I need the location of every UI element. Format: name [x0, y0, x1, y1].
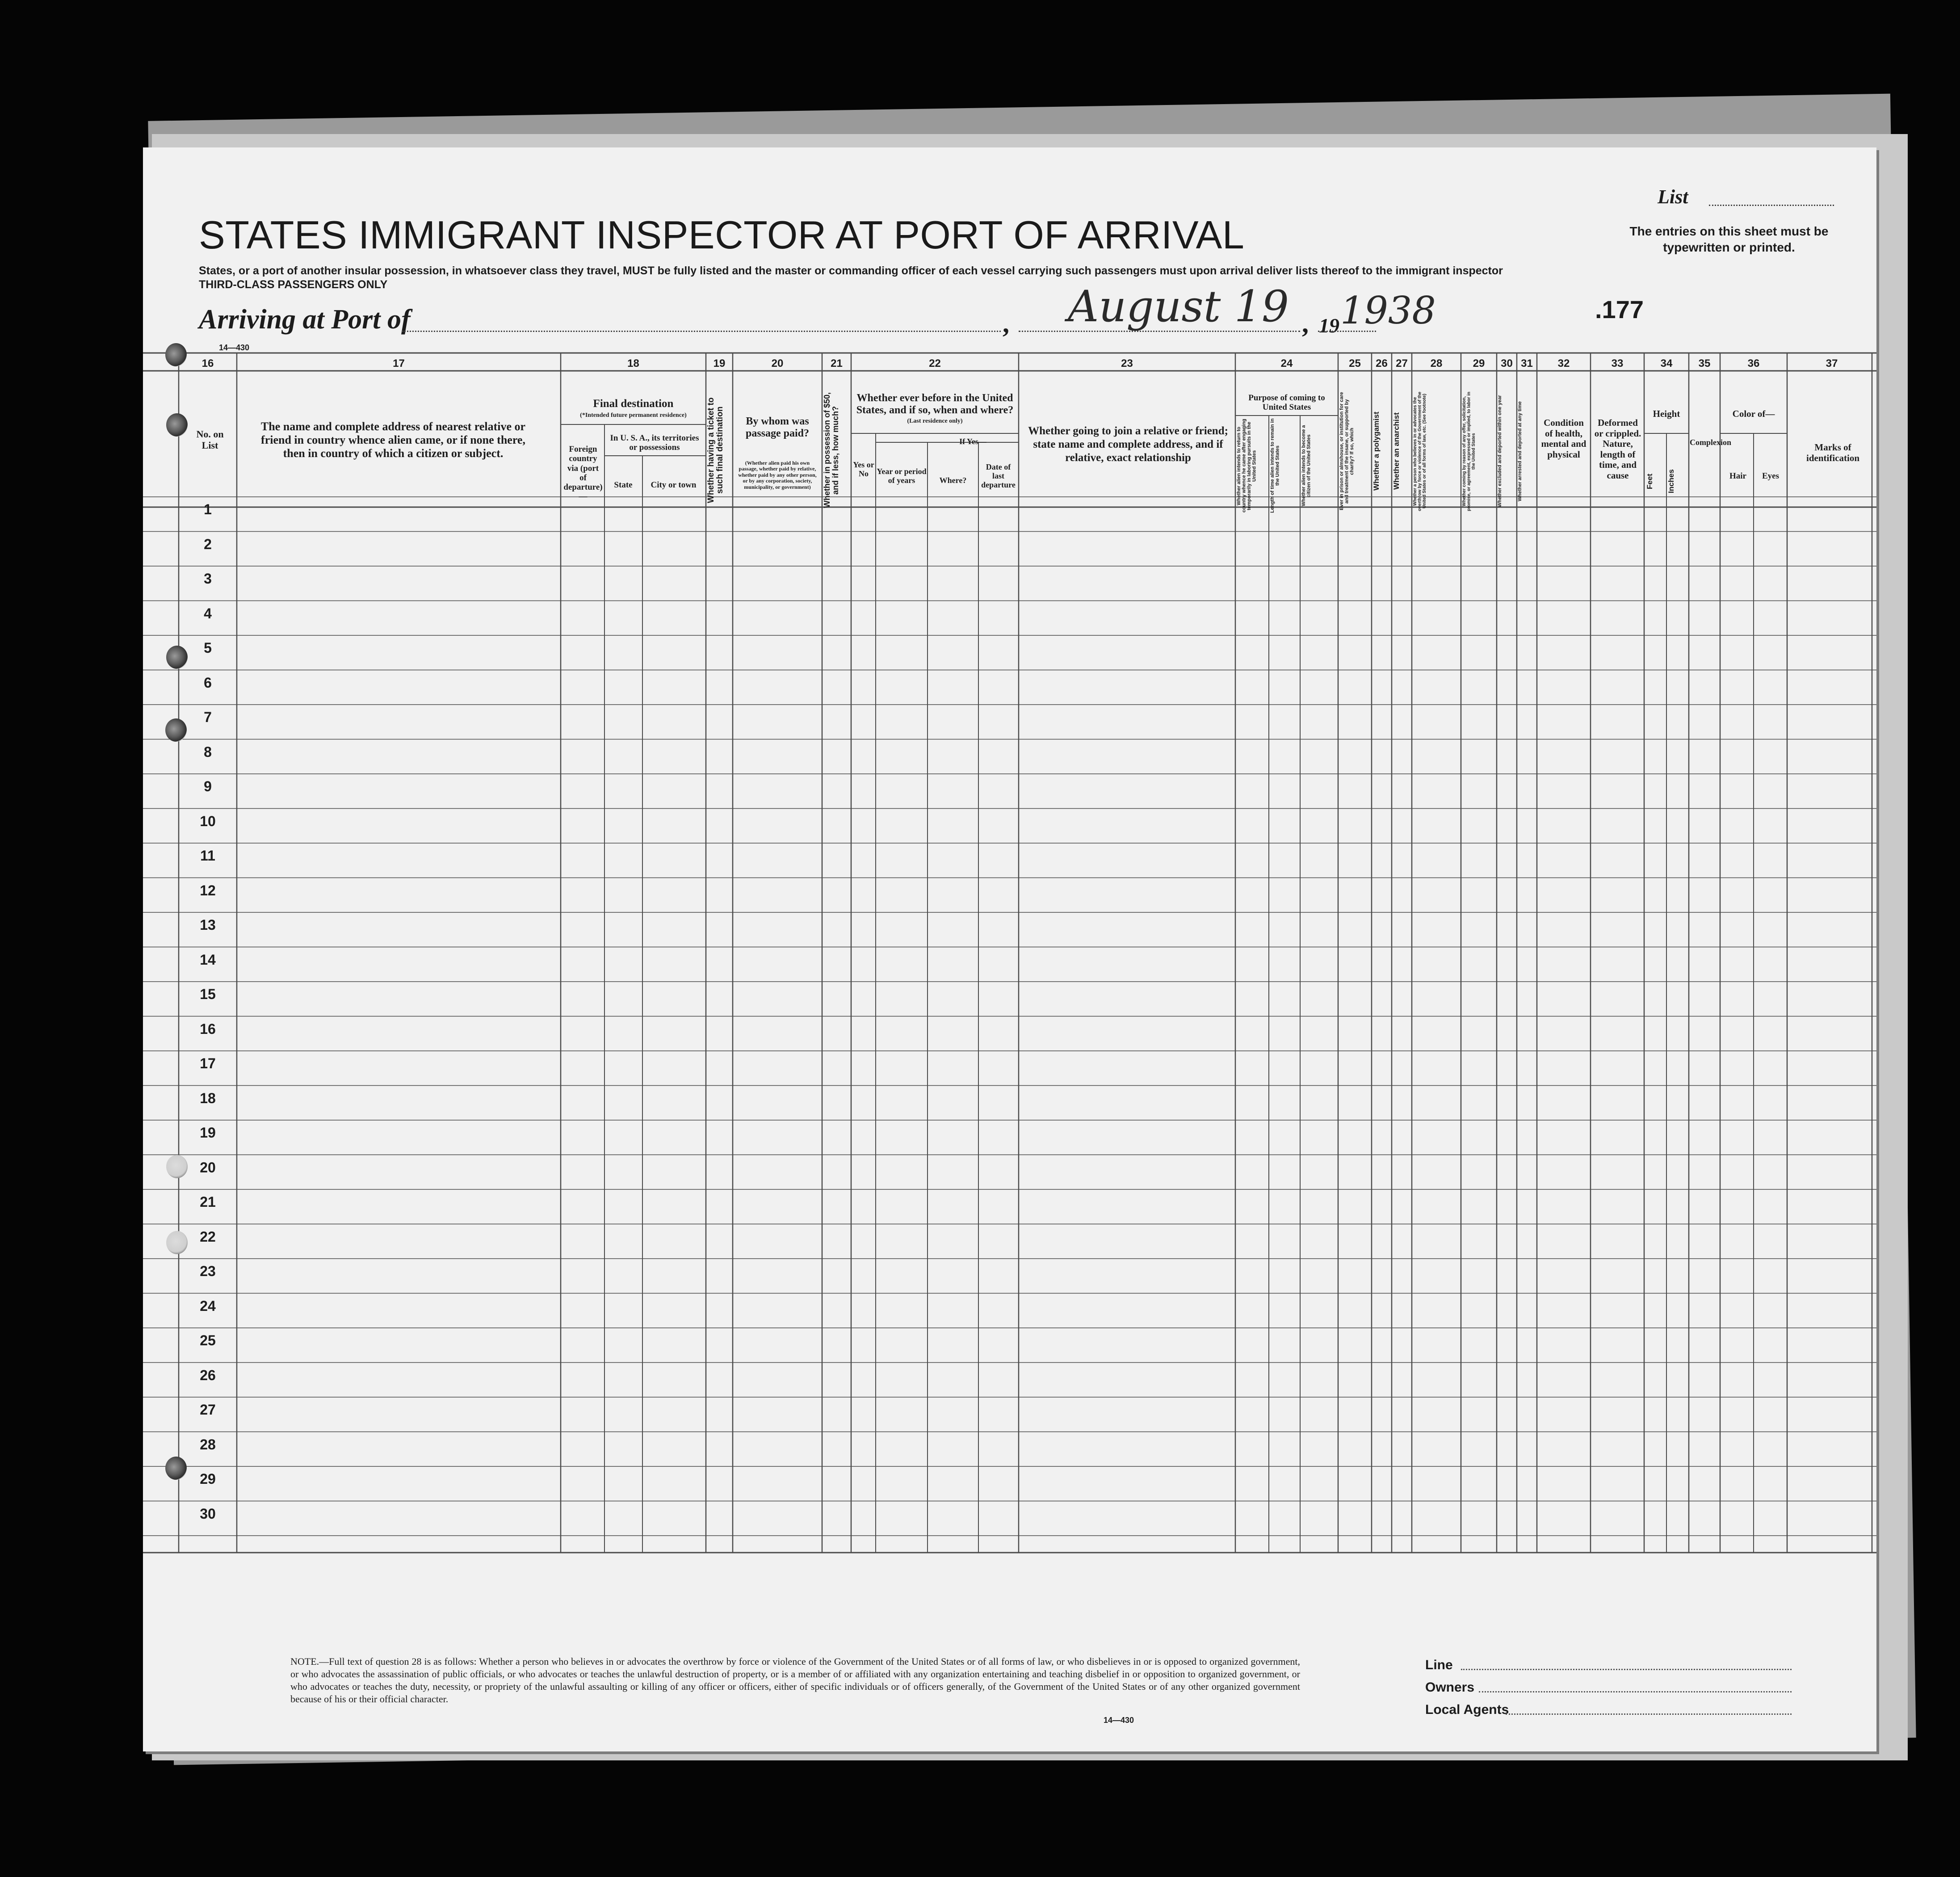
header-final-destination: Final destination	[593, 398, 674, 410]
row-number: 8	[204, 743, 212, 760]
header-health: Condition of health, mental and physical	[1541, 417, 1586, 460]
header-possession-50: Whether in possession of $50, and if less, how much?	[823, 392, 840, 508]
comma-mark: ,	[1302, 309, 1309, 338]
colnum-17: 17	[393, 357, 405, 370]
sheet-number: .177	[1595, 295, 1644, 323]
header-purpose-return: Whether alien intends to return to country whence he came after engaging temporarily in laboring pursuits in the United States	[1236, 419, 1257, 513]
list-label: List	[1658, 186, 1688, 208]
header-ever-before: Whether ever before in the United States, and if so, when and where?	[856, 392, 1014, 416]
header-no-on-list: No. on List	[196, 428, 224, 451]
colnum-35: 35	[1698, 357, 1711, 370]
row-number: 16	[200, 1020, 216, 1037]
header-polygamist: Whether a polygamist	[1372, 412, 1381, 491]
header-where: Where?	[939, 476, 967, 485]
row-number: 27	[200, 1402, 216, 1418]
header-foreign-country: Foreign country via (port of departure)—	[563, 445, 603, 502]
header-passage-paid: By whom was passage paid?	[745, 416, 810, 439]
page-title: STATES IMMIGRANT INSPECTOR AT PORT OF ARRIVAL	[199, 213, 1245, 257]
header-inches: Inches	[1667, 469, 1675, 494]
form-code-bottom: 14—430	[1104, 1716, 1134, 1725]
row-number: 14	[200, 951, 216, 968]
header-city: City or town	[651, 480, 697, 490]
header-final-destination-note: (*Intended future permanent residence)	[580, 412, 687, 419]
header-state: State	[614, 480, 633, 490]
row-number: 13	[200, 917, 216, 933]
colnum-27: 27	[1396, 357, 1408, 370]
binder-hole	[166, 413, 188, 437]
row-number: 1	[204, 501, 212, 517]
row-number: 10	[200, 813, 216, 829]
header-overthrow: Whether a person who believes in or advocates the overthrow by force or violence of the Government of the United States or of all forms of law, etc. (See footnote)	[1413, 391, 1427, 511]
header-labor-offer: Whether coming by reason of any offer, solicitation, promise, or agreement, expressed or implied, to labor in the United States	[1462, 391, 1476, 511]
header-purpose-length: Length of time alien intends to remain in the United States	[1270, 418, 1280, 513]
colnum-36: 36	[1747, 357, 1760, 370]
colnum-30: 30	[1501, 357, 1513, 370]
year-prefix: 19	[1319, 314, 1339, 337]
header-purpose-citizen: Whether alien intends to become a citizen of the United States	[1301, 425, 1312, 507]
row-number: 25	[200, 1332, 216, 1348]
colnum-24: 24	[1280, 357, 1293, 370]
row-number: 11	[200, 848, 215, 864]
row-number: 2	[204, 536, 212, 552]
row-number: 4	[204, 605, 212, 621]
header-hair: Hair	[1729, 471, 1746, 481]
header-complexion: Complexion	[1690, 438, 1732, 447]
row-number: 23	[200, 1263, 216, 1279]
binder-hole	[165, 718, 187, 742]
colnum-16: 16	[201, 357, 214, 370]
agents-label: Local Agents	[1425, 1702, 1509, 1717]
colnum-21: 21	[831, 357, 843, 370]
header-feet: Feet	[1645, 474, 1654, 489]
header-years: Year or period of years	[877, 467, 927, 485]
row-number: 18	[200, 1090, 216, 1106]
colnum-25: 25	[1349, 357, 1361, 370]
row-number: 20	[200, 1159, 216, 1176]
colnum-23: 23	[1121, 357, 1133, 370]
header-purpose: Purpose of coming to United States	[1248, 393, 1325, 412]
row-number: 21	[200, 1194, 216, 1210]
manifest-grid	[143, 147, 1876, 1751]
colnum-33: 33	[1611, 357, 1624, 370]
colnum-18: 18	[627, 357, 639, 370]
row-number: 6	[204, 674, 212, 691]
row-number: 7	[204, 709, 212, 725]
header-ever-before-note: (Last residence only)	[907, 418, 963, 424]
row-number: 12	[200, 882, 216, 899]
header-color-of: Color of—	[1732, 408, 1775, 419]
typewritten-note: The entries on this sheet must be typewritten or printed.	[1629, 224, 1829, 254]
colnum-22: 22	[929, 357, 941, 370]
owners-field	[1479, 1691, 1792, 1692]
row-number: 26	[200, 1367, 216, 1383]
header-nearest-relative: The name and complete address of nearest relative or friend in country whence alien came, or if none there, then in country of which a citizen or subject.	[260, 420, 526, 460]
binder-hole	[166, 646, 188, 669]
colnum-31: 31	[1521, 357, 1533, 370]
row-number: 28	[200, 1436, 216, 1453]
row-number: 5	[204, 640, 212, 656]
line-field	[1461, 1669, 1792, 1670]
header-last-departure: Date of last departure	[981, 462, 1016, 490]
header-eyes: Eyes	[1762, 471, 1779, 481]
row-number: 24	[200, 1298, 216, 1314]
header-join-relative: Whether going to join a relative or friend; state name and complete address, and if relative, exact relationship	[1028, 425, 1228, 464]
row-number: 22	[200, 1228, 216, 1245]
colnum-19: 19	[713, 357, 726, 370]
header-deformed: Deformed or crippled. Nature, length of time, and cause	[1594, 417, 1641, 481]
colnum-29: 29	[1473, 357, 1485, 370]
header-prison: Ever in prison or almshouse, or institution for care and treatment of the insane, or supported by charity? If so, which	[1339, 392, 1355, 511]
colnum-28: 28	[1430, 357, 1443, 370]
question-28-note: NOTE.—Full text of question 28 is as follows: Whether a person who believes in or advocates the overthrow by force or violence of the Government of the United States or of all forms of law, or who disbelieves in or is opposed to organized government, or who advocates the assassination of public officials, or who advocates or teaches the unlawful destruction of property, or is a member of or affiliated with any organization entertaining and teaching disbelief in or opposition to organized government, or who advocates or teaches the duty, necessity, or propriety of the unlawful assaulting or killing of any officer or officers, either of specific individuals or of officers generally, of the Government of the United States or of any other organized government because of his or their official character.	[290, 1656, 1300, 1705]
header-yes-no: Yes or No	[853, 460, 874, 479]
colnum-32: 32	[1557, 357, 1570, 370]
intro-text: States, or a port of another insular possession, in whatsoever class they travel, MUST be fully listed and the master or commanding officer of each vessel carrying such passengers must upon arrival deliver lists thereof to the immigrant inspector	[199, 265, 1503, 277]
colnum-34: 34	[1660, 357, 1673, 370]
form-code-top: 14—430	[219, 343, 250, 352]
arrival-year-handwritten: 1938	[1340, 289, 1436, 332]
row-number: 30	[200, 1505, 216, 1522]
binder-hole	[165, 1457, 187, 1480]
owners-label: Owners	[1425, 1680, 1475, 1695]
arrival-date: August 19	[1068, 281, 1289, 332]
header-marks: Marks of identification	[1806, 442, 1859, 463]
header-ticket: Whether having a ticket to such final destination	[706, 397, 725, 503]
comma-mark: ,	[1003, 309, 1009, 338]
row-number: 15	[200, 986, 216, 1002]
colnum-37: 37	[1826, 357, 1838, 370]
row-number: 9	[204, 778, 212, 794]
header-excluded: Whether excluded and deported within one year	[1497, 395, 1503, 508]
colnum-20: 20	[771, 357, 784, 370]
binder-hole	[166, 1231, 188, 1254]
line-label: Line	[1425, 1658, 1453, 1672]
header-if-yes: If Yes—	[959, 437, 986, 446]
arriving-label: Arriving at Port of	[199, 304, 411, 335]
header-in-usa: In U. S. A., its territories or possessions	[610, 433, 699, 453]
manifest-sheet	[143, 147, 1876, 1751]
header-anarchist: Whether an anarchist	[1392, 412, 1401, 490]
row-number: 3	[204, 571, 212, 587]
header-passage-paid-note: (Whether alien paid his own passage, whether paid by relative, whether paid by any other person, or by any corporation, society, municipality, or government)	[738, 460, 817, 490]
binder-hole	[165, 343, 187, 366]
row-number: 17	[200, 1055, 216, 1071]
row-number: 19	[200, 1125, 216, 1141]
header-height: Height	[1653, 408, 1680, 419]
row-number: 29	[200, 1471, 216, 1487]
colnum-26: 26	[1376, 357, 1388, 370]
agents-field	[1506, 1713, 1792, 1715]
class-subtitle: THIRD-CLASS PASSENGERS ONLY	[199, 278, 388, 291]
binder-hole	[166, 1155, 188, 1178]
header-arrested: Whether arrested and deported at any time	[1517, 401, 1523, 501]
